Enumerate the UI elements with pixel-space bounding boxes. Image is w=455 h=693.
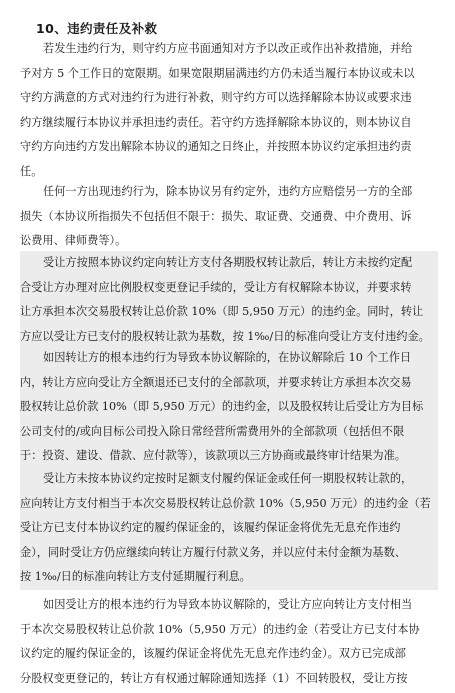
paragraph-line: 任。 [20, 164, 43, 178]
paragraph-line: 受让方未按本协议约定按时足额支付履约保证金或任何一期股权转让款的， [20, 467, 438, 492]
paragraph-line: 内，转让方应向受让方全额退还已支付的全部款项，并要求转让方承担本次交易 [20, 371, 438, 396]
paragraph-line: 如因转让方的根本违约行为导致本协议解除的，在协议解除后 10 个工作日 [20, 346, 438, 371]
paragraph-transferor-termination [20, 346, 438, 469]
paragraph-breach-remedy [20, 37, 438, 184]
paragraph-line: 损失（本协议所指损失不包括但不限于：损失、取证费、交通费、中介费用、诉 [20, 209, 412, 223]
paragraph-line: 让方承担本次交易股权转让总价款 10%（即 5,950 万元）的违约金。同时，转让 [20, 300, 438, 325]
paragraph-line: 合受让方办理对应比例股权变更登记手续的，受让方有权解除本协议，并要求转 [20, 276, 438, 301]
paragraph-line: 议约定的履约保证金的，该履约保证金将优先无息充作违约金）。双方已完成部 [20, 647, 406, 660]
paragraph-line: 约方继续履行本协议并承担违约责任。若守约方选择解除本协议的，则本协议自 [20, 115, 412, 129]
paragraph-line: 应向转让方支付相当于本次交易股权转让总价款 10%（5,950 万元）的违约金（若 [20, 492, 438, 517]
paragraph-line: 方应以受让方已支付的股权转让款为基数，按 1‰/日的标准向受让方支付违约金。 [20, 325, 438, 350]
paragraph-line: 讼费用、律师费等）。 [20, 234, 127, 247]
paragraph-compensation [20, 180, 438, 254]
paragraph-line: 于本次交易股权转让总价款 10%（5,950 万元）的违约金（若受让方已支付本协 [20, 622, 420, 636]
paragraph-line: 按 1‰/日的标准向转让方支付延期履行利息。 [20, 565, 438, 590]
paragraph-line: 股权转让总价款 10%（即 5,950 万元）的违约金，以及股权转让后受让方为目标 [20, 395, 438, 420]
paragraph-line: 如因受让方的根本违约行为导致本协议解除的，受让方应向转让方支付相当 [43, 598, 413, 611]
section-heading: 10、违约责任及补救 [36, 21, 158, 36]
paragraph-line: 任何一方出现违约行为，除本协议另有约定外，违约方应赔偿另一方的全部 [43, 185, 413, 198]
paragraph-line: 予对方 5 个工作日的宽限期。如果宽限期届满违约方仍未适当履行本协议或未以 [20, 66, 415, 80]
paragraph-transferor-default [20, 251, 438, 349]
paragraph-line: 受让方已支付本协议约定的履约保证金的，该履约保证金将优先无息充作违约 [20, 516, 438, 541]
paragraph-transferee-termination [20, 593, 438, 691]
paragraph-line: 守约方满意的方式对违约行为进行补救，则守约方可以选择解除本协议或要求违 [20, 91, 412, 104]
paragraph-line: 公司支付的/或向目标公司投入除日常经营所需费用外的全部款项（包括但不限 [20, 420, 438, 445]
paragraph-line: 于：投资、建设、借款、应付款等），该款项以三方协商或最终审计结果为准。 [20, 444, 438, 469]
paragraph-line: 分股权变更登记的，转让方有权通过解除通知选择（1）不回转股权，受让方按 [20, 671, 408, 685]
paragraph-line: 若发生违约行为，则守约方应书面通知对方予以改正或作出补救措施，并给 [43, 42, 413, 55]
paragraph-line: 守约方向违约方发出解除本协议的通知之日终止，并按照本协议约定承担违约责 [20, 140, 412, 153]
paragraph-line: 金），同时受让方仍应继续向转让方履行付款义务，并以应付未付金额为基数、 [20, 541, 438, 566]
paragraph-transferee-late-payment [20, 467, 438, 590]
paragraph-line: 受让方按照本协议约定向转让方支付各期股权转让款后，转让方未按约定配 [20, 251, 438, 276]
